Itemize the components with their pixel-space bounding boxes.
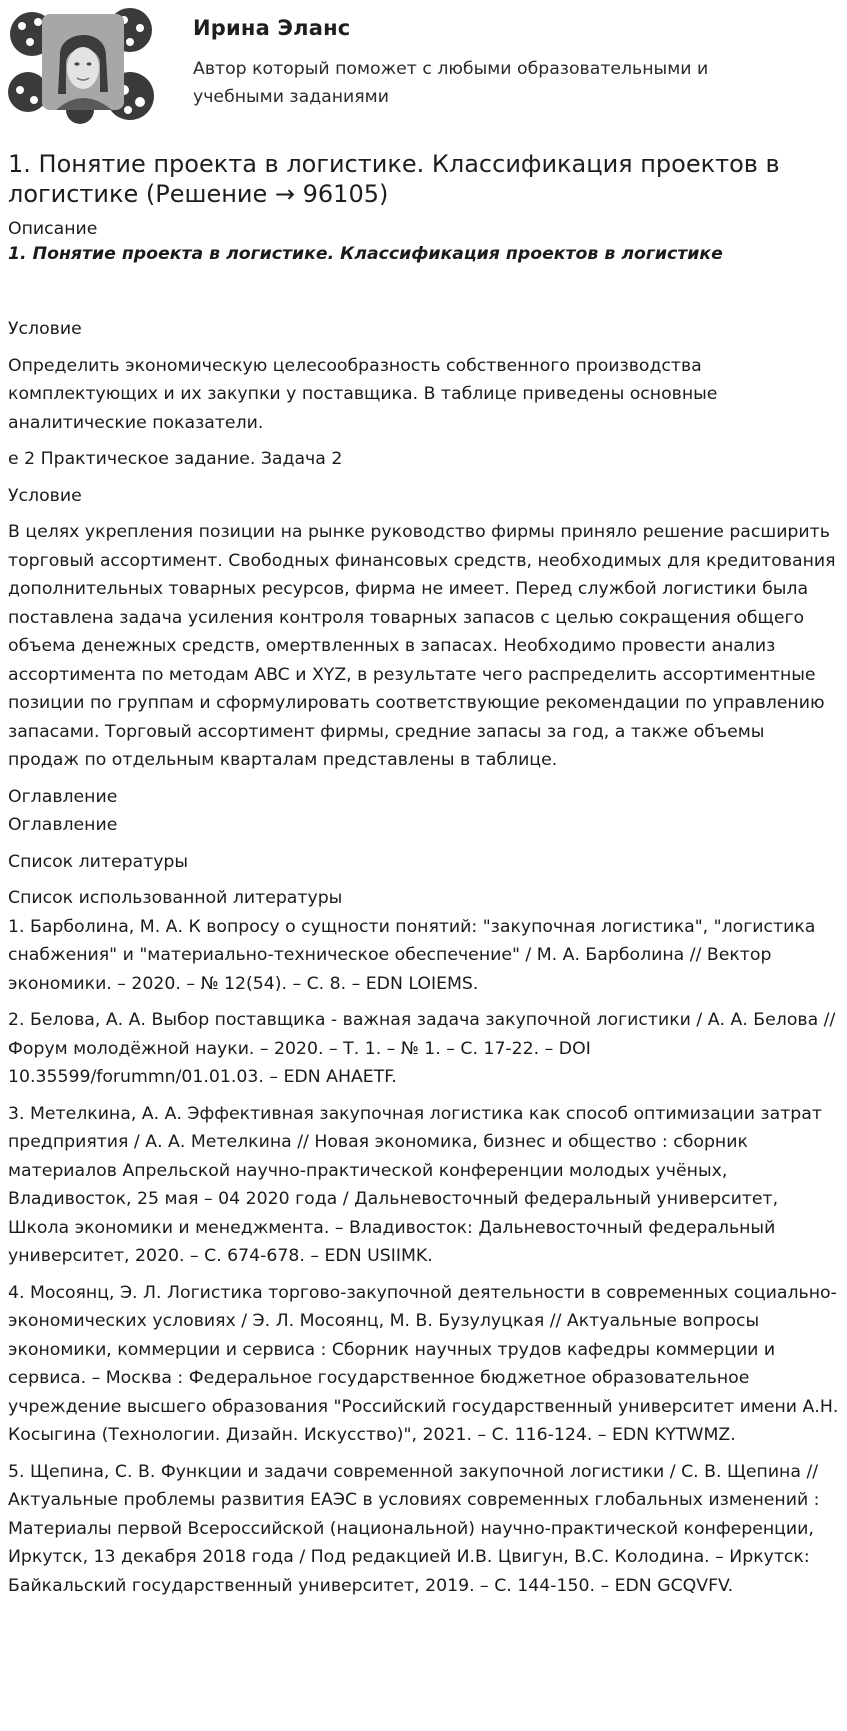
document-title: 1. Понятие проекта в логистике. Классификация проектов в логистике (Решение → 96105): [8, 150, 780, 208]
author-card: [8, 6, 838, 124]
condition-label-2: Условие: [8, 485, 82, 506]
description-text: 1. Понятие проекта в логистике. Классификация проектов в логистике: [8, 244, 723, 264]
document-content: [8, 149, 840, 1600]
reference-list: [8, 913, 840, 1601]
toc-label-2: Оглавление: [8, 815, 118, 835]
bibliography-label: Список литературы: [8, 851, 189, 872]
author-avatar[interactable]: [8, 6, 156, 124]
author-name[interactable]: Ирина Эланс: [193, 16, 351, 40]
reference-item: 5. Щепина, С. В. Функции и задачи современной закупочной логистики / С. В. Щепина // Актуальные проблемы развития ЕАЭС в условиях современных глобальных изменений : Материалы первой Всероссийской (национальной) научно-практической конференции, Иркутск, 13 декабря 2018 года / Под редакцией И.В. Цвигун, В.С. Колодина. – Иркутск: Байкальский государственный университет, 2019. – С. 144-150. – EDN GCQVFV.: [8, 1461, 820, 1596]
reference-item: 3. Метелкина, А. А. Эффективная закупочная логистика как способ оптимизации затрат предприятия / А. А. Метелкина // Новая экономика, бизнес и общество : сборник материалов Апрельской научно-практической конференции молодых учёных, Владивосток, 25 мая – 04 2020 года / Дальневосточный федеральный университет, Школа экономики и менеджмента. – Владивосток: Дальневосточный федеральный университет, 2020. – С. 674-678. – EDN USIIMK.: [8, 1103, 822, 1266]
reference-item: 1. Барболина, М. А. К вопросу о сущности понятий: "закупочная логистика", "логистика снабжения" и "материально-техническое обеспечение" / М. А. Барболина // Вектор экономики. – 2020. – № 12(54). – С. 8. – EDN LOIEMS.: [8, 916, 816, 994]
condition-label-1: Условие: [8, 319, 82, 339]
bibliography-heading: Список использованной литературы: [8, 888, 343, 908]
author-description: Автор который поможет с любыми образовательными и учебными заданиями: [193, 59, 709, 107]
condition-text-2: В целях укрепления позиции на рынке руководство фирмы приняло решение расширить торговый ассортимент. Свободных финансовых средств, необходимых для кредитования дополнительных товарных ресурсов, фирма не имеет. Перед службой логистики была поставлена задача усиления контроля товарных запасов с целью сокращения общего объема денежных средств, омертвленных в запасах. Необходимо провести анализ ассортимента по методам ABC и XYZ, в результате чего распределить ассортиментные позиции по группам и сформулировать соответствующие рекомендации по управлению запасами. Торговый ассортимент фирмы, средние запасы за год, а также объемы продаж по отдельным кварталам представлены в таблице.: [8, 522, 836, 770]
reference-item: 2. Белова, А. А. Выбор поставщика - важная задача закупочной логистики / А. А. Белова // Форум молодёжной науки. – 2020. – Т. 1. – № 1. – С. 17-22. – DOI 10.35599/forummn/01.01.03. – EDN AHAETF.: [8, 1010, 836, 1087]
condition-text-1: Определить экономическую целесообразность собственного производства комплектующих и их закупки у поставщика. В таблице приведены основные аналитические показатели.: [8, 355, 718, 433]
reference-item: 4. Мосоянц, Э. Л. Логистика торгово-закупочной деятельности в современных социально-экономических условиях / Э. Л. Мосоянц, М. В. Бузулуцкая // Актуальные вопросы экономики, коммерции и сервиса : Сборник научных трудов кафедры коммерции и сервиса. – Москва : Федеральное государственное бюджетное образовательное учреждение высшего образования "Российский государственный университет имени А.Н. Косыгина (Технологии. Дизайн. Искусство)", 2021. – С. 116-124. – EDN KYTWMZ.: [8, 1282, 839, 1445]
toc-label-1: Оглавление: [8, 786, 118, 807]
description-label: Описание: [8, 219, 98, 239]
task-heading: е 2 Практическое задание. Задача 2: [8, 449, 343, 469]
